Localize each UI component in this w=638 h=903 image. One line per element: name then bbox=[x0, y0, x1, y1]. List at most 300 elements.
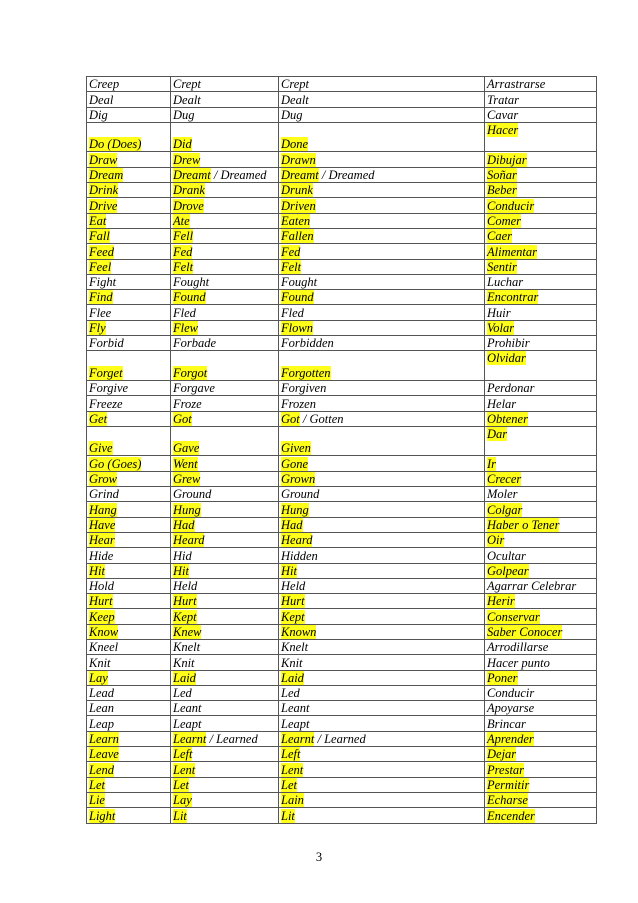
past-simple-cell bbox=[171, 351, 279, 381]
spanish-translation-cell bbox=[485, 578, 597, 593]
spanish-translation-text: Aprender bbox=[487, 732, 534, 747]
past-simple-text: Froze bbox=[173, 396, 202, 411]
past-simple-cell bbox=[171, 594, 279, 609]
infinitive-cell bbox=[87, 502, 171, 517]
past-participle-cell bbox=[279, 716, 485, 731]
table-row bbox=[87, 259, 597, 274]
table-row bbox=[87, 107, 597, 122]
infinitive-cell bbox=[87, 594, 171, 609]
past-simple-text: Lent bbox=[173, 762, 196, 777]
infinitive-text: Kneel bbox=[89, 640, 119, 655]
past-simple-alt-form: / Dreamed bbox=[210, 168, 267, 183]
past-simple-text: Hit bbox=[173, 563, 189, 578]
infinitive-cell bbox=[87, 808, 171, 823]
infinitive-text: Learn bbox=[89, 732, 119, 747]
past-participle-cell bbox=[279, 456, 485, 471]
past-simple-cell bbox=[171, 471, 279, 486]
infinitive-text: Leave bbox=[89, 747, 119, 762]
infinitive-text: Leap bbox=[89, 716, 114, 731]
page-number: 3 bbox=[315, 850, 323, 864]
past-simple-text: Hung bbox=[173, 502, 201, 517]
past-participle-cell bbox=[279, 517, 485, 532]
past-participle-cell bbox=[279, 320, 485, 335]
past-participle-text: Let bbox=[281, 777, 297, 792]
infinitive-cell bbox=[87, 701, 171, 716]
past-simple-cell bbox=[171, 532, 279, 547]
past-participle-cell bbox=[279, 426, 485, 456]
spanish-translation-cell bbox=[485, 213, 597, 228]
spanish-translation-cell bbox=[485, 107, 597, 122]
spanish-translation-cell bbox=[485, 351, 597, 381]
spanish-translation-text: Olvidar bbox=[487, 351, 526, 366]
table-row bbox=[87, 624, 597, 639]
past-participle-cell bbox=[279, 670, 485, 685]
infinitive-cell bbox=[87, 167, 171, 182]
past-participle-cell bbox=[279, 107, 485, 122]
past-simple-cell bbox=[171, 274, 279, 289]
spanish-translation-cell bbox=[485, 563, 597, 578]
past-participle-text: Laid bbox=[281, 670, 304, 685]
infinitive-text: Go (Goes) bbox=[89, 456, 142, 471]
table-row bbox=[87, 290, 597, 305]
past-participle-cell bbox=[279, 274, 485, 289]
past-participle-text: Gone bbox=[281, 456, 309, 471]
past-simple-cell bbox=[171, 107, 279, 122]
infinitive-cell bbox=[87, 320, 171, 335]
past-participle-cell bbox=[279, 639, 485, 654]
past-simple-cell bbox=[171, 320, 279, 335]
past-simple-cell bbox=[171, 92, 279, 107]
past-participle-cell bbox=[279, 548, 485, 563]
spanish-translation-cell bbox=[485, 471, 597, 486]
infinitive-text: Hide bbox=[89, 548, 114, 563]
spanish-translation-cell bbox=[485, 396, 597, 411]
infinitive-cell bbox=[87, 213, 171, 228]
infinitive-text: Hang bbox=[89, 502, 117, 517]
spanish-translation-cell bbox=[485, 426, 597, 456]
spanish-translation-cell bbox=[485, 274, 597, 289]
spanish-translation-text: Conservar bbox=[487, 609, 540, 624]
infinitive-text: Forgive bbox=[89, 381, 129, 396]
past-simple-cell bbox=[171, 624, 279, 639]
past-participle-cell bbox=[279, 167, 485, 182]
spanish-translation-text: Arrodillarse bbox=[487, 640, 549, 655]
past-simple-text: Went bbox=[173, 456, 198, 471]
spanish-translation-cell bbox=[485, 152, 597, 167]
infinitive-cell bbox=[87, 471, 171, 486]
spanish-translation-cell bbox=[485, 594, 597, 609]
table-row bbox=[87, 639, 597, 654]
infinitive-cell bbox=[87, 670, 171, 685]
past-simple-cell bbox=[171, 152, 279, 167]
infinitive-cell bbox=[87, 532, 171, 547]
spanish-translation-text: Encender bbox=[487, 808, 535, 823]
past-simple-cell bbox=[171, 517, 279, 532]
past-participle-cell bbox=[279, 351, 485, 381]
table-row bbox=[87, 320, 597, 335]
table-row bbox=[87, 351, 597, 381]
spanish-translation-text: Herir bbox=[487, 594, 515, 609]
spanish-translation-text: Alimentar bbox=[487, 244, 537, 259]
past-participle-cell bbox=[279, 563, 485, 578]
past-participle-text: Forgiven bbox=[281, 381, 327, 396]
past-participle-cell bbox=[279, 624, 485, 639]
infinitive-cell bbox=[87, 274, 171, 289]
table-row bbox=[87, 670, 597, 685]
past-simple-cell bbox=[171, 305, 279, 320]
past-participle-cell bbox=[279, 92, 485, 107]
past-simple-text: Let bbox=[173, 777, 189, 792]
past-simple-text: Leant bbox=[173, 701, 202, 716]
past-simple-text: Knit bbox=[173, 655, 195, 670]
infinitive-text: Hurt bbox=[89, 594, 113, 609]
infinitive-cell bbox=[87, 396, 171, 411]
table-row bbox=[87, 685, 597, 700]
past-simple-text: Dreamt bbox=[173, 168, 211, 183]
infinitive-text: Draw bbox=[89, 152, 118, 167]
past-simple-text: Grew bbox=[173, 472, 201, 487]
past-simple-text: Found bbox=[173, 290, 206, 305]
spanish-translation-cell bbox=[485, 670, 597, 685]
spanish-translation-cell bbox=[485, 77, 597, 92]
infinitive-text: Drink bbox=[89, 183, 119, 198]
past-participle-cell bbox=[279, 411, 485, 426]
past-simple-text: Did bbox=[173, 137, 192, 152]
spanish-translation-text: Poner bbox=[487, 670, 518, 685]
table-row bbox=[87, 532, 597, 547]
table-row bbox=[87, 777, 597, 792]
past-participle-text: Led bbox=[281, 686, 300, 701]
past-simple-text: Felt bbox=[173, 259, 194, 274]
spanish-translation-text: Hacer bbox=[487, 122, 519, 137]
spanish-translation-cell bbox=[485, 532, 597, 547]
past-participle-text: Dealt bbox=[281, 92, 309, 107]
spanish-translation-text: Oir bbox=[487, 533, 505, 548]
past-simple-cell bbox=[171, 701, 279, 716]
past-participle-text: Flown bbox=[281, 321, 313, 336]
past-participle-alt-form: / Gotten bbox=[299, 411, 344, 426]
table-row bbox=[87, 274, 597, 289]
table-row bbox=[87, 609, 597, 624]
past-participle-text: Forbidden bbox=[281, 336, 334, 351]
past-participle-cell bbox=[279, 122, 485, 152]
past-simple-cell bbox=[171, 502, 279, 517]
spanish-translation-cell bbox=[485, 731, 597, 746]
infinitive-cell bbox=[87, 77, 171, 92]
past-participle-text: Hidden bbox=[281, 548, 318, 563]
past-participle-text: Fought bbox=[281, 275, 318, 290]
past-simple-cell bbox=[171, 183, 279, 198]
infinitive-cell bbox=[87, 290, 171, 305]
spanish-translation-cell bbox=[485, 685, 597, 700]
spanish-translation-text: Conducir bbox=[487, 198, 535, 213]
spanish-translation-text: Arrastrarse bbox=[487, 77, 546, 92]
spanish-translation-text: Haber o Tener bbox=[487, 517, 560, 532]
past-simple-text: Fought bbox=[173, 275, 210, 290]
infinitive-text: Dream bbox=[89, 168, 124, 183]
infinitive-cell bbox=[87, 639, 171, 654]
past-participle-cell bbox=[279, 244, 485, 259]
past-participle-text: Had bbox=[281, 517, 303, 532]
past-participle-text: Learnt bbox=[281, 732, 315, 747]
spanish-translation-text: Agarrar Celebrar bbox=[487, 579, 577, 594]
past-participle-text: Lit bbox=[281, 808, 295, 823]
table-row bbox=[87, 716, 597, 731]
spanish-translation-cell bbox=[485, 777, 597, 792]
past-simple-text: Ate bbox=[173, 213, 190, 228]
infinitive-cell bbox=[87, 152, 171, 167]
past-participle-text: Eaten bbox=[281, 213, 311, 228]
past-simple-text: Forbade bbox=[173, 336, 217, 351]
spanish-translation-cell bbox=[485, 502, 597, 517]
infinitive-text: Do (Does) bbox=[89, 137, 142, 152]
infinitive-text: Fly bbox=[89, 321, 106, 336]
infinitive-text: Hold bbox=[89, 579, 114, 594]
verb-table-body bbox=[87, 77, 597, 824]
table-row bbox=[87, 426, 597, 456]
past-participle-alt-form: / Dreamed bbox=[318, 168, 375, 183]
past-simple-cell bbox=[171, 411, 279, 426]
table-row bbox=[87, 77, 597, 92]
spanish-translation-cell bbox=[485, 259, 597, 274]
past-simple-text: Forgot bbox=[173, 365, 208, 380]
infinitive-text: Grow bbox=[89, 472, 118, 487]
past-simple-text: Flew bbox=[173, 321, 198, 336]
spanish-translation-cell bbox=[485, 747, 597, 762]
infinitive-cell bbox=[87, 731, 171, 746]
infinitive-text: Knit bbox=[89, 655, 111, 670]
spanish-translation-cell bbox=[485, 92, 597, 107]
past-participle-text: Known bbox=[281, 624, 317, 639]
table-row bbox=[87, 244, 597, 259]
table-row bbox=[87, 731, 597, 746]
spanish-translation-text: Apoyarse bbox=[487, 701, 535, 716]
spanish-translation-cell bbox=[485, 411, 597, 426]
spanish-translation-cell bbox=[485, 320, 597, 335]
table-row bbox=[87, 594, 597, 609]
spanish-translation-text: Moler bbox=[487, 487, 518, 502]
past-participle-text: Done bbox=[281, 137, 309, 152]
past-participle-cell bbox=[279, 228, 485, 243]
infinitive-cell bbox=[87, 259, 171, 274]
infinitive-cell bbox=[87, 228, 171, 243]
table-row bbox=[87, 305, 597, 320]
past-simple-cell bbox=[171, 563, 279, 578]
spanish-translation-cell bbox=[485, 548, 597, 563]
past-participle-text: Frozen bbox=[281, 396, 316, 411]
past-simple-cell bbox=[171, 685, 279, 700]
spanish-translation-text: Dar bbox=[487, 426, 508, 441]
past-simple-cell bbox=[171, 777, 279, 792]
table-row bbox=[87, 701, 597, 716]
past-simple-text: Lit bbox=[173, 808, 187, 823]
spanish-translation-text: Volar bbox=[487, 321, 515, 336]
infinitive-cell bbox=[87, 792, 171, 807]
past-simple-alt-form: / Learned bbox=[206, 732, 258, 747]
spanish-translation-cell bbox=[485, 716, 597, 731]
past-simple-text: Hid bbox=[173, 548, 192, 563]
past-simple-text: Drew bbox=[173, 152, 201, 167]
past-simple-cell bbox=[171, 548, 279, 563]
table-row bbox=[87, 213, 597, 228]
spanish-translation-text: Huir bbox=[487, 305, 511, 320]
past-simple-cell bbox=[171, 290, 279, 305]
past-participle-text: Kept bbox=[281, 609, 305, 624]
spanish-translation-cell bbox=[485, 228, 597, 243]
past-participle-text: Leant bbox=[281, 701, 310, 716]
infinitive-cell bbox=[87, 92, 171, 107]
past-participle-cell bbox=[279, 305, 485, 320]
past-participle-cell bbox=[279, 259, 485, 274]
past-participle-text: Driven bbox=[281, 198, 316, 213]
past-participle-text: Crept bbox=[281, 77, 310, 92]
past-participle-text: Leapt bbox=[281, 716, 310, 731]
infinitive-text: Deal bbox=[89, 92, 114, 107]
past-simple-cell bbox=[171, 762, 279, 777]
table-row bbox=[87, 92, 597, 107]
infinitive-text: Hear bbox=[89, 533, 115, 548]
infinitive-cell bbox=[87, 305, 171, 320]
past-participle-cell bbox=[279, 655, 485, 670]
past-simple-text: Dug bbox=[173, 107, 195, 122]
infinitive-text: Find bbox=[89, 290, 113, 305]
spanish-translation-text: Colgar bbox=[487, 502, 523, 517]
past-participle-text: Hurt bbox=[281, 594, 305, 609]
infinitive-text: Light bbox=[89, 808, 116, 823]
past-simple-text: Forgave bbox=[173, 381, 215, 396]
spanish-translation-text: Golpear bbox=[487, 563, 529, 578]
infinitive-text: Forbid bbox=[89, 336, 124, 351]
table-row bbox=[87, 762, 597, 777]
spanish-translation-text: Helar bbox=[487, 396, 517, 411]
table-row bbox=[87, 655, 597, 670]
spanish-translation-text: Hacer punto bbox=[487, 655, 550, 670]
past-participle-cell bbox=[279, 777, 485, 792]
infinitive-cell bbox=[87, 244, 171, 259]
past-participle-cell bbox=[279, 808, 485, 823]
past-participle-text: Grown bbox=[281, 472, 316, 487]
past-participle-cell bbox=[279, 762, 485, 777]
past-participle-text: Fallen bbox=[281, 229, 314, 244]
spanish-translation-text: Encontrar bbox=[487, 290, 539, 305]
spanish-translation-text: Prohibir bbox=[487, 336, 530, 351]
table-row bbox=[87, 792, 597, 807]
past-participle-text: Drunk bbox=[281, 183, 313, 198]
infinitive-text: Eat bbox=[89, 213, 107, 228]
infinitive-text: Keep bbox=[89, 609, 115, 624]
past-simple-cell bbox=[171, 122, 279, 152]
past-simple-cell bbox=[171, 747, 279, 762]
past-participle-cell bbox=[279, 532, 485, 547]
past-participle-text: Heard bbox=[281, 533, 313, 548]
past-simple-text: Gave bbox=[173, 441, 200, 456]
past-simple-text: Fell bbox=[173, 229, 194, 244]
spanish-translation-text: Ocultar bbox=[487, 548, 526, 563]
past-simple-cell bbox=[171, 670, 279, 685]
past-participle-cell bbox=[279, 701, 485, 716]
past-simple-text: Crept bbox=[173, 77, 202, 92]
spanish-translation-cell bbox=[485, 517, 597, 532]
spanish-translation-cell bbox=[485, 639, 597, 654]
past-simple-text: Ground bbox=[173, 487, 212, 502]
past-simple-text: Heard bbox=[173, 533, 205, 548]
table-row bbox=[87, 336, 597, 351]
infinitive-text: Creep bbox=[89, 77, 120, 92]
spanish-translation-cell bbox=[485, 198, 597, 213]
spanish-translation-cell bbox=[485, 183, 597, 198]
past-participle-text: Dreamt bbox=[281, 168, 319, 183]
past-participle-text: Got bbox=[281, 411, 300, 426]
past-participle-cell bbox=[279, 77, 485, 92]
infinitive-text: Have bbox=[89, 517, 116, 532]
infinitive-cell bbox=[87, 685, 171, 700]
past-participle-cell bbox=[279, 183, 485, 198]
past-simple-cell bbox=[171, 731, 279, 746]
infinitive-cell bbox=[87, 578, 171, 593]
past-simple-cell bbox=[171, 198, 279, 213]
infinitive-cell bbox=[87, 426, 171, 456]
past-simple-text: Held bbox=[173, 579, 198, 594]
past-simple-text: Led bbox=[173, 686, 192, 701]
spanish-translation-cell bbox=[485, 762, 597, 777]
past-participle-cell bbox=[279, 290, 485, 305]
past-participle-cell bbox=[279, 502, 485, 517]
infinitive-text: Flee bbox=[89, 305, 112, 320]
infinitive-text: Lean bbox=[89, 701, 114, 716]
past-simple-cell bbox=[171, 380, 279, 395]
table-row bbox=[87, 228, 597, 243]
past-simple-cell bbox=[171, 77, 279, 92]
spanish-translation-text: Brincar bbox=[487, 716, 526, 731]
spanish-translation-cell bbox=[485, 655, 597, 670]
infinitive-cell bbox=[87, 411, 171, 426]
past-simple-cell bbox=[171, 244, 279, 259]
spanish-translation-text: Caer bbox=[487, 229, 512, 244]
past-participle-text: Knelt bbox=[281, 640, 309, 655]
infinitive-cell bbox=[87, 716, 171, 731]
table-row bbox=[87, 517, 597, 532]
past-participle-cell bbox=[279, 198, 485, 213]
infinitive-text: Feed bbox=[89, 244, 114, 259]
spanish-translation-text: Permitir bbox=[487, 777, 530, 792]
table-row bbox=[87, 380, 597, 395]
table-row bbox=[87, 808, 597, 823]
irregular-verbs-table bbox=[86, 76, 597, 824]
past-simple-text: Laid bbox=[173, 670, 196, 685]
infinitive-cell bbox=[87, 548, 171, 563]
infinitive-cell bbox=[87, 183, 171, 198]
past-simple-cell bbox=[171, 426, 279, 456]
spanish-translation-text: Perdonar bbox=[487, 381, 535, 396]
past-participle-cell bbox=[279, 152, 485, 167]
infinitive-text: Get bbox=[89, 411, 108, 426]
past-participle-cell bbox=[279, 471, 485, 486]
infinitive-text: Give bbox=[89, 441, 113, 456]
infinitive-cell bbox=[87, 624, 171, 639]
infinitive-cell bbox=[87, 777, 171, 792]
past-participle-text: Fed bbox=[281, 244, 301, 259]
past-simple-cell bbox=[171, 259, 279, 274]
past-participle-cell bbox=[279, 487, 485, 502]
past-simple-text: Left bbox=[173, 747, 193, 762]
spanish-translation-text: Soñar bbox=[487, 168, 517, 183]
past-participle-text: Drawn bbox=[281, 152, 316, 167]
infinitive-text: Forget bbox=[89, 365, 123, 380]
infinitive-text: Lie bbox=[89, 793, 105, 808]
spanish-translation-cell bbox=[485, 808, 597, 823]
infinitive-text: Lay bbox=[89, 670, 108, 685]
table-row bbox=[87, 502, 597, 517]
